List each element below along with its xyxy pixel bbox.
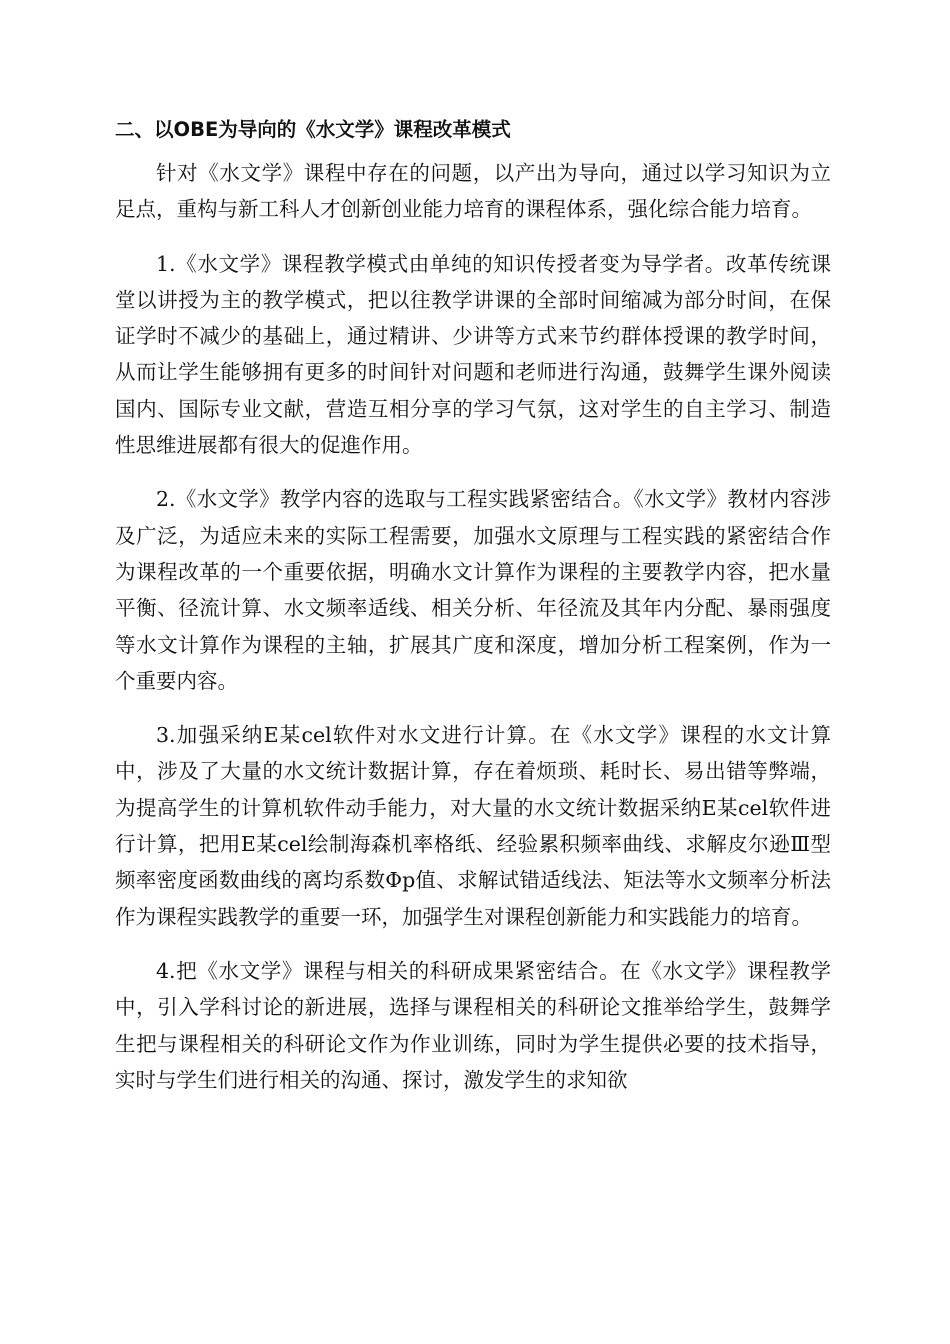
section-heading: 二、以OBE为导向的《水文学》课程改革模式 (115, 118, 511, 141)
intro-paragraph: 针对《水文学》课程中存在的问题，以产出为导向，通过以学习知识为立足点，重构与新工科人才创新创业能力培育的课程体系，强化综合能力培育。 (115, 161, 831, 222)
paragraph-1-teaching-mode: 1.《水文学》课程教学模式由单纯的知识传授者变为导学者。改革传统课堂以讲授为主的教学模式，把以往教学讲课的全部时间缩减为部分时间，在保证学时不减少的基础上，通过精讲、少讲等方式来节约群体授课的教学时间，从而让学生能够拥有更多的时间针对问题和老师进行沟通，鼓舞学生课外阅读国内、国际专业文献，营造互相分享的学习气氛，这对学生的自主学习、制造性思维进展都有很大的促進作用。 (115, 251, 831, 458)
paragraph-2-teaching-content: 2.《水文学》教学内容的选取与工程实践紧密结合。《水文学》教材内容涉及广泛，为适应未来的实际工程需要，加强水文原理与工程实践的紧密结合作为课程改革的一个重要依据，明确水文计算作为课程的主要教学内容，把水量平衡、径流计算、水文频率适线、相关分析、年径流及其年内分配、暴雨强度等水文计算作为课程的主轴，扩展其广度和深度，增加分析工程案例，作为一个重要内容。 (115, 487, 831, 693)
document-page (115, 112, 831, 1116)
paragraph-4-research-integration: 4.把《水文学》课程与相关的科研成果紧密结合。在《水文学》课程教学中，引入学科讨论的新进展，选择与课程相关的科研论文推举给学生，鼓舞学生把与课程相关的科研论文作为作业训练，同时为学生提供必要的技术指导，实时与学生们进行相关的沟通、探讨，激发学生的求知欲 (115, 958, 831, 1092)
paragraph-3-excel-calculation: 3.加强采纳E某cel软件对水文进行计算。在《水文学》课程的水文计算中，涉及了大量的水文统计数据计算，存在着烦琐、耗时长、易出错等弊端，为提高学生的计算机软件动手能力，对大量的水文统计数据采纳E某cel软件进行计算，把用E某cel绘制海森机率格纸、经验累积频率曲线、求解皮尔逊Ⅲ型频率密度函数曲线的离均系数Φp值、求解试错适线法、矩法等水文频率分析法作为课程实践教学的重要一环，加强学生对课程创新能力和实践能力的培育。 (115, 723, 831, 929)
